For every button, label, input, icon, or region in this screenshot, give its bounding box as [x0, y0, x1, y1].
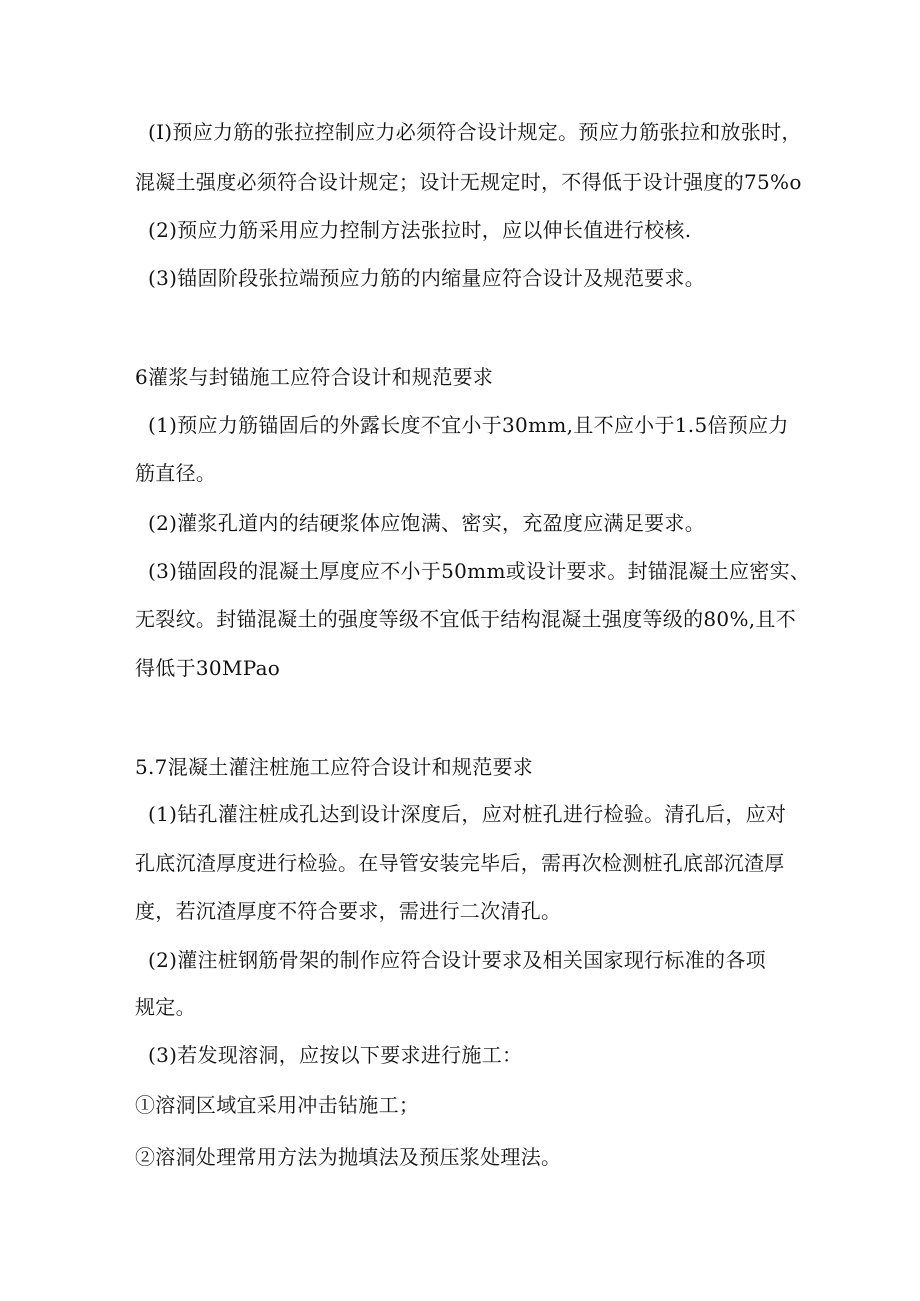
section-heading: 6灌浆与封锚施工应符合设计和规范要求: [135, 365, 494, 389]
paragraph-line: 孔底沉渣厚度进行检验。在导管安装完毕后，需再次检测桩孔底部沉渣厚: [135, 851, 785, 875]
paragraph-line: (2)预应力筋采用应力控制方法张拉时，应以伸长值进行校核.: [148, 218, 692, 242]
paragraph-line: (2)灌注桩钢筋骨架的制作应符合设计要求及相关国家现行标准的各项: [148, 948, 766, 972]
list-item: ①溶洞区域宜采用冲击钻施工；: [135, 1093, 420, 1117]
paragraph-line: 无裂纹。封锚混凝土的强度等级不宜低于结构混凝土强度等级的80%,且不: [135, 607, 797, 631]
list-item: ②溶洞处理常用方法为抛填法及预压浆处理法。: [135, 1145, 562, 1169]
paragraph-line: (1)钻孔灌注桩成孔达到设计深度后，应对桩孔进行检验。清孔后，应对: [148, 802, 787, 826]
paragraph-line: (3)若发现溶洞，应按以下要求进行施工：: [148, 1043, 523, 1067]
paragraph-line: (2)灌浆孔道内的结硬浆体应饱满、密实，充盈度应满足要求。: [148, 511, 706, 535]
paragraph-line: 筋直径。: [135, 461, 217, 485]
paragraph-line: 混凝土强度必须符合设计规定；设计无规定时，不得低于设计强度的75%o: [135, 170, 802, 194]
paragraph-line: 度，若沉渣厚度不符合要求，需进行二次清孔。: [135, 899, 562, 923]
section-heading: 5.7混凝土灌注桩施工应符合设计和规范要求: [135, 755, 534, 779]
paragraph-line: 规定。: [135, 995, 196, 1019]
paragraph-line: 得低于30MPao: [135, 656, 281, 680]
paragraph-line: (I)预应力筋的张拉控制应力必须符合设计规定。预应力筋张拉和放张时，: [148, 120, 802, 144]
paragraph-line: (1)预应力筋锚固后的外露长度不宜小于30mm,且不应小于1.5倍预应力: [148, 413, 789, 437]
paragraph-line: (3)锚固阶段张拉端预应力筋的内缩量应符合设计及规范要求。: [148, 266, 706, 290]
paragraph-line: (3)锚固段的混凝土厚度应不小于50mm或设计要求。封锚混凝土应密实、: [148, 559, 811, 583]
